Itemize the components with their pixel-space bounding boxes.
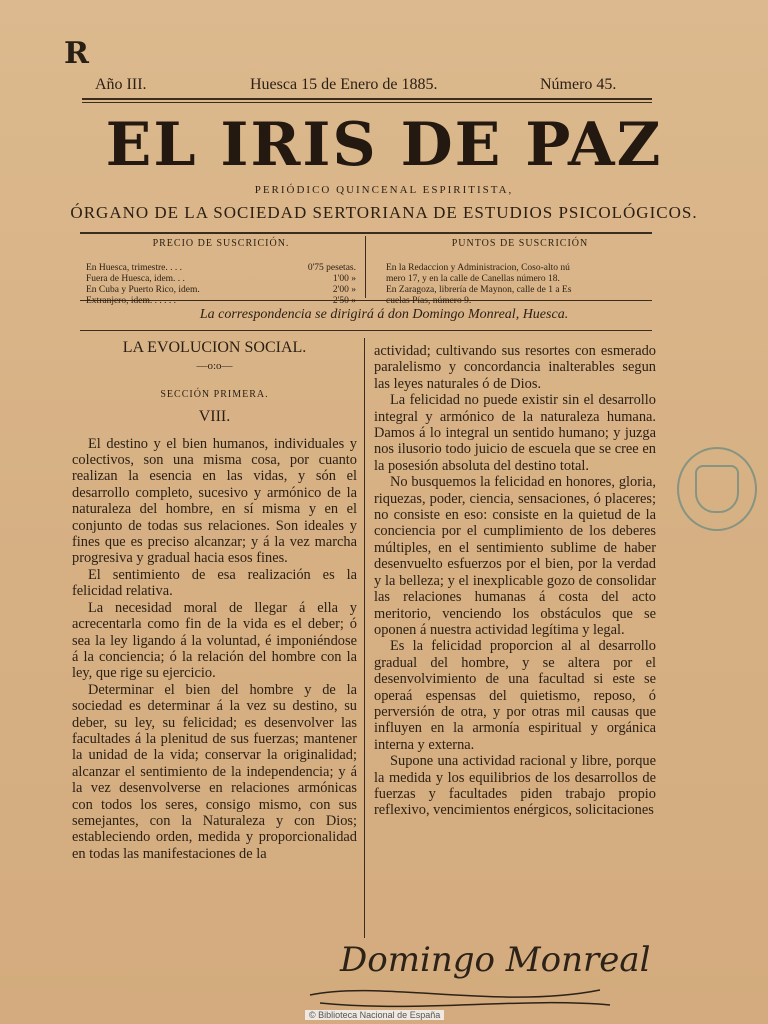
correspondence-rule [80, 330, 652, 331]
section-label: SECCIÓN PRIMERA. [160, 388, 269, 400]
title-ornament: —o:o— [196, 360, 233, 373]
subscription-points [386, 238, 654, 307]
masthead-organo: ÓRGANO DE LA SOCIEDAD SERTORIANA DE ESTUDIOS PSICOLÓGICOS. [70, 203, 698, 222]
points-line: cuelas Pías, número 9. [386, 296, 472, 306]
paragraph: La necesidad moral de llegar á ella y acrecentarla como fin de la vida es el deber; ó sea la ley ligando á la voluntad, é imponiéndose á la conciencia; ó la relación del hombre con la ley, que rige su ejercicio. [72, 599, 357, 682]
paragraph: El destino y el bien humanos, individuales y colectivos, son una misma cosa, por cuanto realizan la esencia en las vidas, y són el desarrollo completo, sucesivo y armónico de la naturaleza del hombre, en sí misma y en el conjunto de todas sus relaciones. Son ideales y fines que es preciso alcanzar; y á la vez marcha progresiva y gradual hacia esos fines. [72, 435, 357, 567]
paragraph: Determinar el bien del hombre y de la sociedad es determinar á la vez su destino, su deber, su ley, su felicidad; es desenvolver las facultades á la plenitud de sus fuerzas; mantener la unidad de la vida; conservar la originalidad; alcanzar el sentimiento de la independencia; y á la vez desenvolverse en relaciones armónicas con todos los seres, consigo mismo, con sus semejantes, con la Naturaleza y con Dios; estableciendo orden, medida y proporcionalidad en todas las manifestaciones de la [72, 681, 357, 862]
shelfmark: R [64, 36, 89, 71]
masthead-subtitle: PERIÓDICO QUINCENAL ESPIRITISTA, [254, 184, 514, 196]
info-box-top-rule [80, 232, 652, 234]
price-row: Extranjero, idem. . . . . . 2'50 » [86, 296, 356, 306]
section-numeral: VIII. [198, 408, 231, 426]
header-rule [82, 98, 652, 100]
paragraph: actividad; cultivando sus resortes con esmerado paralelismo y concordancia inalterables segun las leyes naturales ó de Dios. [374, 343, 656, 392]
price-row: Fuera de Huesca, idem. . . 1'00 » [86, 274, 356, 284]
info-box-divider [365, 236, 366, 298]
issue-number: Número 45. [540, 76, 617, 93]
article-left-column [72, 340, 357, 862]
points-heading: PUNTOS DE SUSCRICIÓN [451, 238, 589, 249]
paragraph: No busquemos la felicidad en honores, gloria, riquezas, poder, ciencia, sensaciones, ó placeres; no consiste en eso: consiste en la quietud de la conciencia por el cumplimiento de los deberes múltiples, en el sentimiento sublime de haber desenvuelto esfuerzos por el bien, por la verdad y la belleza; y el inexplicable gozo de consolidar las relaciones humanas á costa del acto meritorio, venciendo los obstáculos que se oponen á nuestra actividad legítima y legal. [374, 474, 656, 638]
copyright-footer: © Biblioteca Nacional de España [305, 1010, 444, 1020]
handwritten-signature: Domingo Monreal [340, 940, 651, 980]
points-line: En la Redaccion y Administracion, Coso-alto nú [386, 263, 570, 273]
header-rule-thin [82, 102, 652, 103]
signature-flourish [300, 975, 620, 1015]
price-row: En Huesca, trimestre. . . . 0'75 pesetas. [86, 263, 356, 273]
issue-place-date: Huesca 15 de Enero de 1885. [250, 76, 438, 93]
article-title: LA EVOLUCION SOCIAL. [122, 339, 307, 356]
subscription-prices [86, 238, 356, 307]
points-line: En Zaragoza, librería de Maynon, calle de 1 a Es [386, 285, 572, 295]
paragraph: Es la felicidad proporcion al al desarrollo gradual del hombre, y se altera por el desenvolvimiento de una facultad si este se operaá espensas del quietismo, reposo, ó perversión de otra, y por otras mil causas que influyen en la armonía espiritual y orgánica interna y externa. [374, 638, 656, 753]
paragraph: Supone una actividad racional y libre, porque la medida y los equilibrios de los desarrollos de fuerzas y facultades piden trabajo propio reflexivo, vencimientos enérgicos, solicitaciones [374, 753, 656, 819]
prices-heading: PRECIO DE SUSCRICIÓN. [152, 238, 290, 249]
issue-year: Año III. [95, 76, 147, 93]
price-row: En Cuba y Puerto Rico, idem. 2'00 » [86, 285, 356, 295]
correspondence-note: La correspondencia se dirigirá á don Domingo Monreal, Huesca. [199, 307, 569, 322]
paragraph: El sentimiento de esa realización es la felicidad relativa. [72, 566, 357, 600]
article-right-column [374, 343, 656, 819]
library-seal-icon [677, 447, 757, 531]
masthead-title: EL IRIS DE PAZ [105, 110, 663, 180]
points-line: mero 17, y en la calle de Canellas número 18. [386, 274, 560, 284]
column-divider [364, 338, 365, 938]
paragraph: La felicidad no puede existir sin el desarrollo integral y armónico de la naturaleza humana. Damos á lo integral un sentido humano; y juzga nos ilusorio todo juicio de escuela que se cree en la posesión absoluta del destino total. [374, 392, 656, 474]
